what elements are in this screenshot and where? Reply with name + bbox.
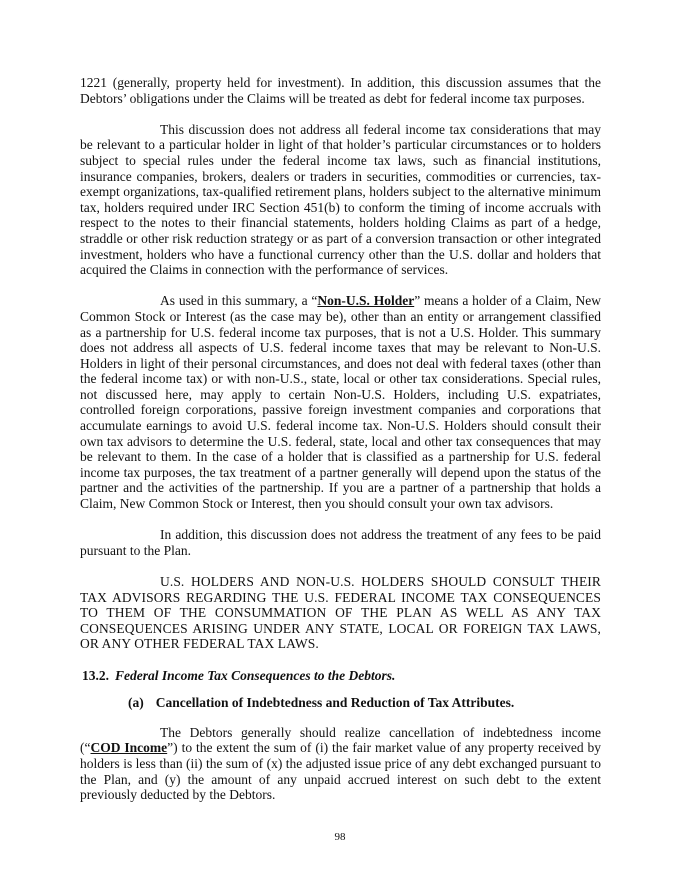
subsection-label: (a) [128,695,144,711]
text-segment: The Debtors generally should realize cancellation of indebtedness income (“ [80,724,601,756]
text-segment: ” means a holder of a Claim, New Common Stock or Interest (as the case may be), other than an entity or arrangement classified as a partnership for U.S. federal income tax purposes, that is not a U.S. Holder. This summary does not address all aspects of U.S. federal income taxes that may be relevant to Non-U.S. Holders in light of their personal circumstances, and does not deal with federal taxes (other than the federal income tax) or with non-U.S., state, local or other tax considerations. Special rules, not discussed here, may apply to certain Non-U.S. Holders, including U.S. expatriates, controlled foreign corporations, passive foreign investment companies and corporations that accumulate earnings to avoid U.S. federal income tax. Non-U.S. Holders should consult their own tax advisors to determine the U.S. federal, state, local and other tax consequences that may be relevant to them. In the case of a holder that is classified as a partnership for U.S. federal income tax purposes, the tax treatment of a partner generally will depend upon the status of the partner and the activities of the partnership. If you are a partner of a partnership that holds a Claim, New Common Stock or Interest, then you should consult your own tax advisors. [80,293,601,512]
defined-term-cod-income: COD Income [90,740,168,756]
paragraph-caps-warning: U.S. HOLDERS AND NON-U.S. HOLDERS SHOULD CONSULT THEIR TAX ADVISORS REGARDING THE U.S. FEDERAL INCOME TAX CONSEQUENCES TO THEM OF THE CONSUMMATION OF THE PLAN AS WELL AS ANY TAX CONSEQUENCES ARISING UNDER ANY STATE, LOCAL OR FOREIGN TAX LAWS, OR ANY OTHER FEDERAL TAX LAWS. [80,574,601,652]
paragraph-fees-note: In addition, this discussion does not address the treatment of any fees to be paid pursuant to the Plan. [80,527,601,558]
paragraph-non-us-holder-definition [80,293,601,511]
subsection-heading [80,695,601,711]
text-segment: As used in this summary, a “ [160,293,318,309]
page-number: 98 [334,831,346,843]
paragraph-scope-limitations: This discussion does not address all federal income tax considerations that may be relevant to a particular holder in light of that holder’s particular circumstances or to holders subject to special rules under the federal income tax laws, such as financial institutions, insurance companies, brokers, dealers or traders in securities, commodities or currencies, tax-exempt organizations, tax-qualified retirement plans, holders subject to the alternative minimum tax, holders required under IRC Section 451(b) to conform the timing of income accruals with respect to the notes to their financial statements, holders holding Claims as part of a hedge, straddle or other risk reduction strategy or as part of a conversion transaction or other integrated investment, holders who have a functional currency other than the U.S. dollar and holders that acquired the Claims in connection with the performance of services. [80,121,601,278]
section-heading [80,668,601,684]
text-segment: ”) to the extent the sum of (i) the fair market value of any property received by holders is less than (ii) the sum of (x) the adjusted issue price of any debt exchanged pursuant to the Plan, and (y) the amount of any unpaid accrued interest on such debt to the extent previously deducted by the Debtors. [80,740,601,803]
subsection-title: Cancellation of Indebtedness and Reduction of Tax Attributes. [155,695,515,711]
defined-term-non-us-holder: Non-U.S. Holder [317,293,415,309]
paragraph-continuation: 1221 (generally, property held for investment). In addition, this discussion assumes that the Debtors’ obligations under the Claims will be treated as debt for federal income tax purposes. [80,75,601,106]
section-title: Federal Income Tax Consequences to the Debtors. [115,667,396,683]
paragraph-cod-income [80,725,601,803]
section-number: 13.2. [82,667,109,683]
page-body [80,75,601,818]
